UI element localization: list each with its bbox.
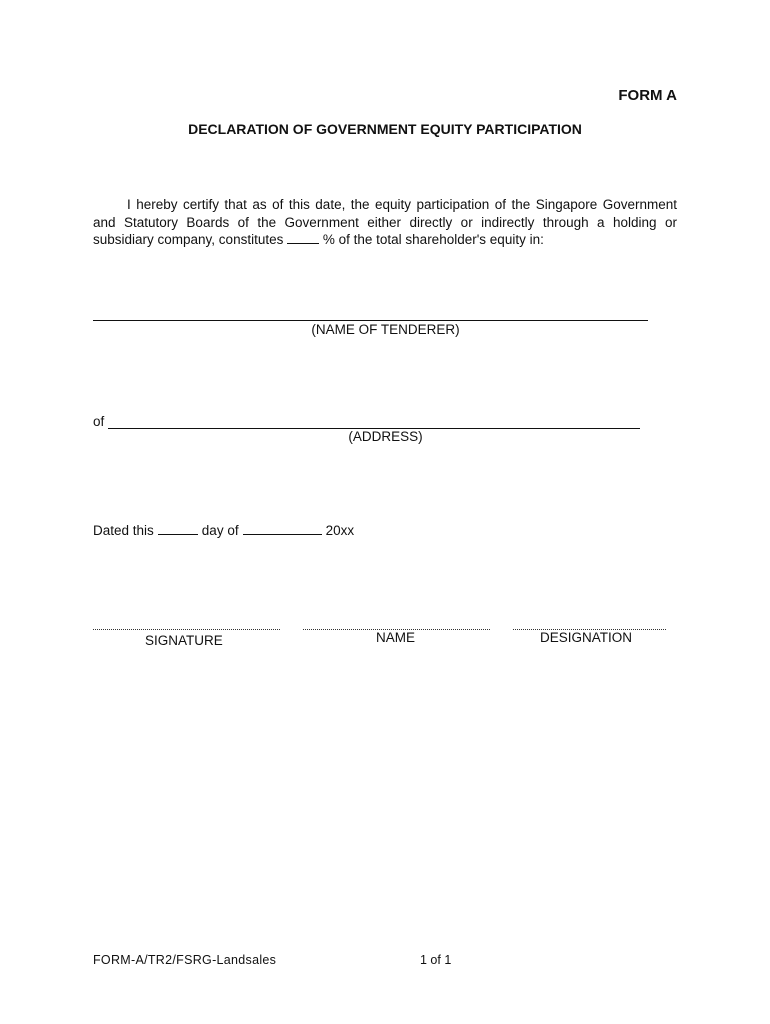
year-label: 20xx [325, 523, 355, 538]
name-caption: NAME [376, 630, 416, 645]
declaration-paragraph [93, 196, 677, 249]
designation-caption: DESIGNATION [540, 630, 633, 645]
dated-row [93, 522, 354, 538]
tenderer-caption: (NAME OF TENDERER) [311, 322, 460, 337]
tenderer-name-line[interactable] [93, 320, 648, 321]
day-of-label: day of [201, 523, 239, 538]
footer-form-code: FORM-A/TR2/FSRG-Landsales [93, 953, 277, 967]
page-number: 1 of 1 [420, 953, 452, 967]
address-caption: (ADDRESS) [348, 429, 423, 444]
declaration-text-part1: I hereby certify that as of this date, the equity participation of the Singapore Government and Statutory Boards of the Government either directly or indirectly through a holding or subsidiary company, constitutes [93, 197, 677, 247]
declaration-text-part2: % of the total shareholder's equity in: [322, 232, 544, 247]
signature-caption: SIGNATURE [145, 633, 223, 648]
equity-percent-blank[interactable] [287, 231, 319, 244]
signature-line[interactable] [93, 629, 280, 630]
day-blank[interactable] [158, 522, 198, 535]
dated-this-label: Dated this [93, 523, 154, 538]
document-title: DECLARATION OF GOVERNMENT EQUITY PARTICIPATION [188, 121, 582, 137]
of-label: of [93, 414, 105, 429]
month-blank[interactable] [243, 522, 322, 535]
form-label: FORM A [618, 87, 677, 104]
